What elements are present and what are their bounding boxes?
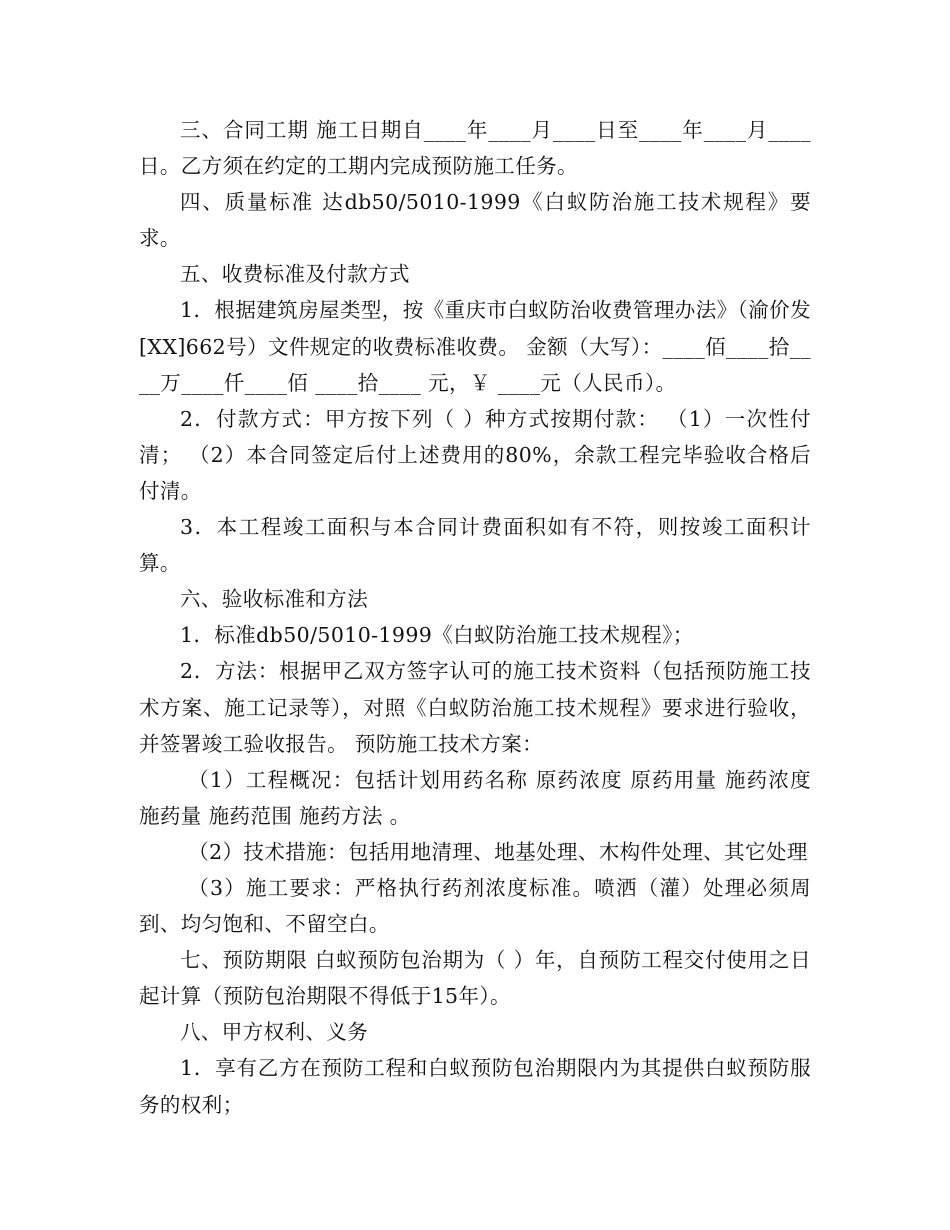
- section-acceptance-heading: 六、验收标准和方法: [180, 587, 369, 612]
- plan-item-requirements: （3）施工要求：严格执行药剂浓度标准。喷洒（灌）处理必须周到、均匀饱和、不留空白。: [139, 875, 811, 937]
- section-contract-period: 三、合同工期 施工日期自____年____月____日至____年____月____日。乙方须在约定的工期内完成预防施工任务。: [139, 118, 811, 179]
- section-fee-heading: 五、收费标准及付款方式: [180, 262, 410, 287]
- party-a-item-1: 1．享有乙方在预防工程和白蚁预防包治期限内为其提供白蚁预防服务的权利；: [139, 1056, 811, 1117]
- fee-item-2: 2．付款方式：甲方按下列（ ）种方式按期付款： （1）一次性付清； （2）本合同签定后付上述费用的80%，余款工程完毕验收合格后付清。: [139, 406, 811, 503]
- document-body: [139, 112, 811, 1123]
- plan-item-measures: （2）技术措施：包括用地清理、地基处理、木构件处理、其它处理: [188, 839, 808, 864]
- section-prevention-period: 七、预防期限 白蚁预防包治期为（ ）年，自预防工程交付使用之日起计算（预防包治期限不得低于15年）。: [139, 948, 811, 1009]
- acceptance-item-1: 1．标准db50/5010-1999《白蚁防治施工技术规程》；: [180, 623, 694, 648]
- acceptance-item-2: 2．方法：根据甲乙双方签字认可的施工技术资料（包括预防施工技术方案、施工记录等），对照《白蚁防治施工技术规程》要求进行验收，并签署竣工验收报告。 预防施工技术方案：: [139, 659, 811, 756]
- fee-item-3: 3．本工程竣工面积与本合同计费面积如有不符，则按竣工面积计算。: [139, 515, 811, 576]
- section-quality-standard: 四、质量标准 达db50/5010-1999《白蚁防治施工技术规程》要求。: [139, 190, 811, 251]
- section-party-a-heading: 八、甲方权利、义务: [180, 1020, 369, 1045]
- fee-item-1: 1．根据建筑房屋类型，按《重庆市白蚁防治收费管理办法》（渝价发[XX]662号）文件规定的收费标准收费。 金额（大写）：____佰____拾____万____仟____佰 ____拾____ 元，￥ ____元（人民币）。: [139, 298, 811, 395]
- plan-item-overview: （1）工程概况：包括计划用药名称 原药浓度 原药用量 施药浓度 施药量 施药范围 施药方法 。: [139, 767, 811, 828]
